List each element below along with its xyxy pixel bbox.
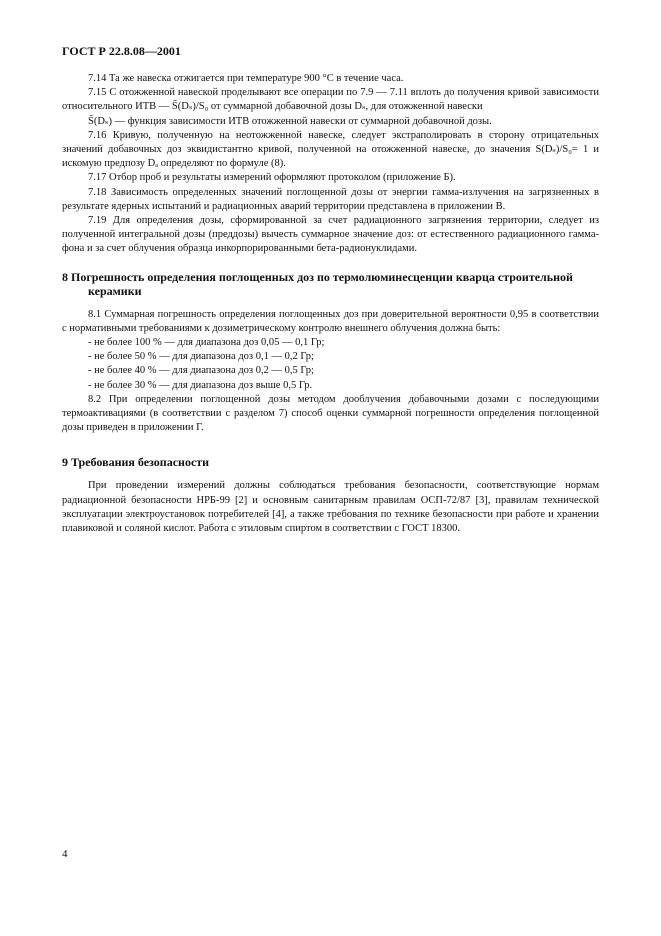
list-item: - не более 50 % — для диапазона доз 0,1 — 0,2 Гр; <box>88 351 314 363</box>
list-item: - не более 40 % — для диапазона доз 0,2 — 0,5 Гр; <box>88 365 314 377</box>
paragraph-7-18: 7.18 Зависимость определенных значений поглощенной дозы от энергии гамма-излучения на загрязненных в результате ядерных испытаний и радиационных аварий территории представлена в приложении В. <box>62 186 599 212</box>
paragraph-7-14: 7.14 Та же навеска отжигается при температуре 900 °С в течение часа. <box>88 73 404 84</box>
document-header: ГОСТ Р 22.8.08—2001 <box>62 44 181 58</box>
list-item: - не более 30 % — для диапазона доз выше 0,5 Гр. <box>88 379 313 391</box>
list-item: - не более 100 % — для диапазона доз 0,05 — 0,1 Гр; <box>88 337 325 349</box>
paragraph-7-16: 7.16 Кривую, полученную на неотожженной навеске, следует экстраполировать в сторону отрицательных значений добавочных доз эквидистантно кривой, полученной на отожженной навеске, до значения S(Dₛ)/S₀= 1 и искомую предпозу Dₐ определяют по формуле (8). <box>62 129 599 170</box>
document-body <box>62 72 599 536</box>
paragraph-7-15: 7.15 С отожженной навеской проделывают все операции по 7.9 — 7.11 вплоть до получения кривой зависимости относительного ИТВ — S̃(Dₛ)/S₀ от суммарной добавочной дозы Dₛ, для отожженной навески <box>62 87 599 113</box>
paragraph-7-15-definition: S̃(Dₛ) — функция зависимости ИТВ отожженной навески от суммарной добавочной дозы. <box>88 115 492 127</box>
section-9-heading: 9 Требования безопасности <box>62 455 210 470</box>
paragraph-8-1: 8.1 Суммарная погрешность определения поглощенных доз при доверительной вероятности 0,95 в соответствии с нормативными требованиями к дозиметрическому контролю внешнего облучения должна быть: <box>62 308 599 334</box>
page-number: 4 <box>62 848 68 860</box>
paragraph-7-17: 7.17 Отбор проб и результаты измерений оформляют протоколом (приложение Б). <box>88 172 456 184</box>
paragraph-7-19: 7.19 Для определения дозы, сформированной за счет радиационного загрязнения территории, следует из полученной интегральной дозы (преддозы) вычесть суммарное значение доз: от естественного радиационного гамма-фона и за счет облучения образца инкорпорированными бета-радионуклидами. <box>62 215 599 255</box>
error-limits-list <box>62 336 599 393</box>
paragraph-8-2: 8.2 При определении поглощенной дозы методом дооблучения добавочными дозами с последующими термоактивациями (в соответствии с разделом 7) способ оценки суммарной погрешности определения поглощенной дозы приведен в приложении Г. <box>62 393 599 434</box>
section-8-heading: 8 Погрешность определения поглощенных доз по термолюминесценции кварца строительной керамики <box>62 269 573 298</box>
paragraph-9-1: При проведении измерений должны соблюдаться требования безопасности, соответствующие нормам радиационной безопасности НРБ-99 [2] и основным санитарным правилам ОСП-72/87 [3], правилам технической эксплуатации электроустановок потребителей [4], а также требования по технике безопасности при работе и хранении плавиковой и соляной кислот. Работа с этиловым спиртом в соответствии с ГОСТ 18300. <box>62 480 599 535</box>
